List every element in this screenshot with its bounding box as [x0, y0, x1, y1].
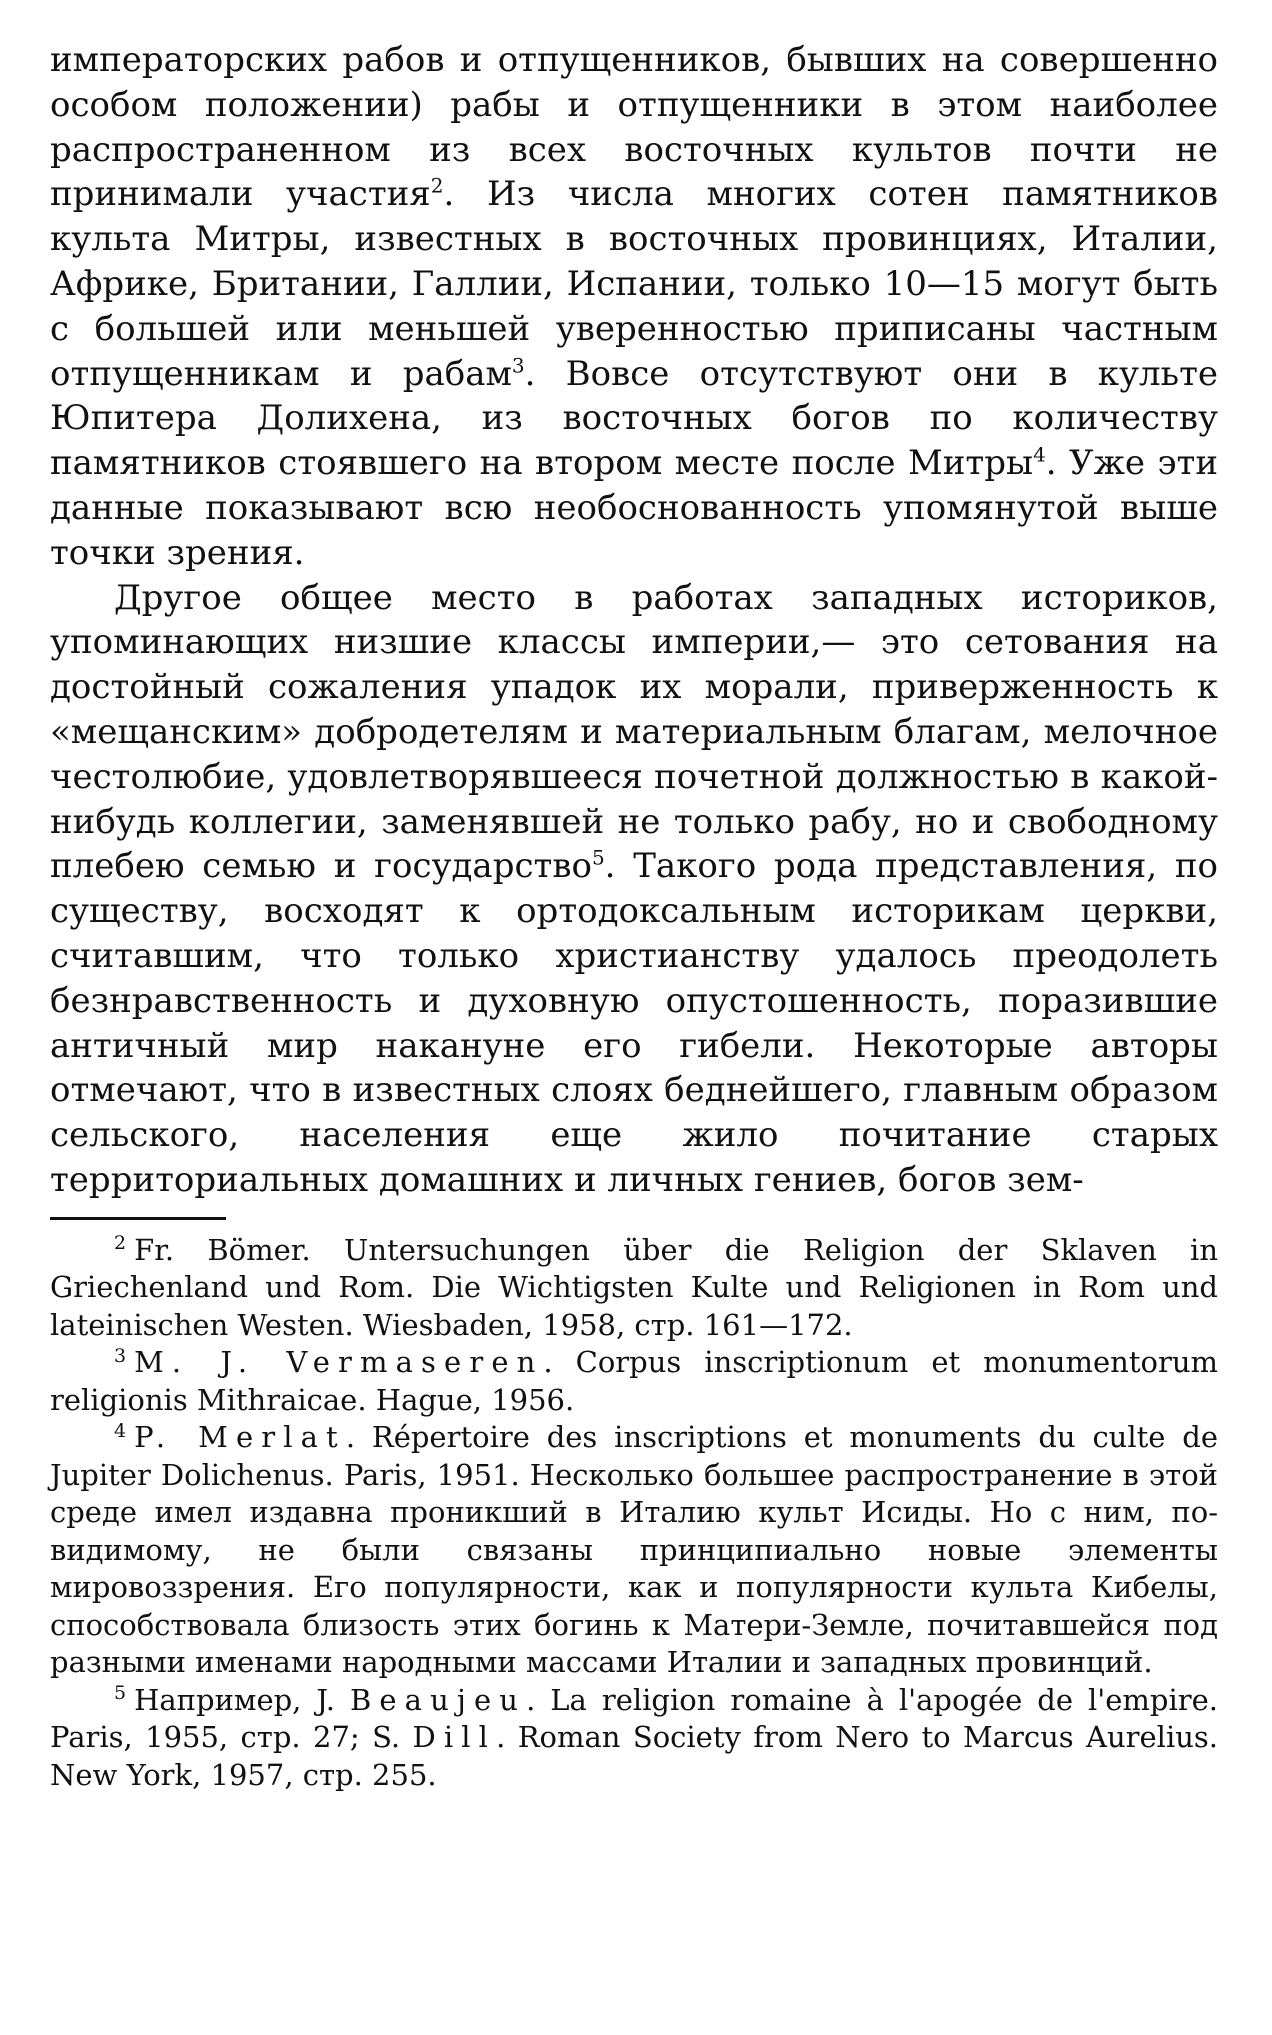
- footnote-author: P. Merlat: [134, 1420, 346, 1455]
- footnote-separator: [50, 1217, 226, 1220]
- footnote-text: . Corpus inscriptionum et monumentorum religionis Mithraicae. Hague, 1956.: [50, 1345, 1218, 1417]
- footnote-text: . Roman Society from Nero to Marcus Aurelius. New York, 1957, стр. 255.: [50, 1720, 1218, 1792]
- footnote-number: 4: [114, 1419, 127, 1442]
- footnote-reference-2[interactable]: 2: [430, 174, 444, 199]
- footnote-3: [50, 1344, 1218, 1419]
- document-page: [50, 38, 1218, 1794]
- body-paragraph-1: [50, 38, 1218, 576]
- paragraph-text: . Вовсе отсутствуют они в культе Юпитера Долихена, из восточных богов по количеству памятников стоявшего на втором месте после Митры: [50, 353, 1218, 484]
- footnote-text: . Untersuchungen über die Religion der Sklaven in Griechenland und Rom. Die Wichtigsten Kulte und Religionen in Rom und lateinischen Westen. Wiesbaden, 1958, стр. 161—172.: [50, 1232, 1218, 1342]
- footnote-reference-4[interactable]: 4: [1033, 442, 1046, 467]
- paragraph-text: императорских рабов и отпущенников, бывших на совершенно особом положении) рабы и отпущенники в этом наиболее распространенном из всех восточных культов почти не принимали участия: [50, 40, 1218, 215]
- footnote-2: [50, 1232, 1218, 1345]
- paragraph-text: . Такого рода представления, по существу, восходят к ортодоксальным историкам церкви, считавшим, что только христианству удалось преодолеть безнравственность и духовную опустошенность, поразившие античный мир накануне его гибели. Некоторые авторы отмечают, что в известных слоях беднейшего, главным образом сельского, населения еще жило почитание старых территориальных домашних и личных гениев, богов зем-: [50, 846, 1218, 1200]
- footnote-5: [50, 1682, 1218, 1795]
- footnote-text: . Répertoire des inscriptions et monuments du culte de Jupiter Dolichenus. Paris, 1951. Несколько большее распространение в этой среде имел издавна проникший в Италию культ Исиды. Но с ним, по-видимому, не были связаны принципиально новые элементы мировоззрения. Его популярности, как и популярности культа Кибелы, способствовала близость этих богинь к Матери-Земле, почитавшейся под разными именами народными массами Италии и западных провинций.: [50, 1420, 1219, 1680]
- footnote-number: 3: [114, 1344, 127, 1367]
- footnote-prefix: Например, J.: [134, 1682, 350, 1717]
- footnote-author: Beaujeu: [349, 1682, 527, 1717]
- footnote-4: [50, 1419, 1218, 1682]
- footnote-number: 5: [114, 1682, 127, 1705]
- footnote-text: . La religion romaine à l'apogée de l'empire. Paris, 1955, стр. 27; S.: [50, 1682, 1218, 1755]
- footnotes: [50, 1232, 1218, 1795]
- footnote-reference-5[interactable]: 5: [591, 846, 605, 871]
- footnote-reference-3[interactable]: 3: [511, 353, 525, 378]
- paragraph-text: . Из числа многих сотен памятников культа Митры, известных в восточных провинциях, Италии, Африке, Британии, Галлии, Испании, только 10—15 могут быть с большей или меньшей уверенностью приписаны частным отпущенникам и рабам: [50, 174, 1218, 394]
- paragraph-text: Другое общее место в работах западных историков, упоминающих низшие классы империи,— это сетования на достойный сожаления упадок их морали, приверженность к «мещанским» добродетелям и материальным благам, мелочное честолюбие, удовлетворявшееся почетной должностью в какой-нибудь коллегии, заменявшей не только рабу, но и свободному плебею семью и государство: [50, 577, 1218, 887]
- footnote-author: Fr. Bömer: [134, 1232, 302, 1267]
- footnote-number: 2: [114, 1232, 127, 1255]
- footnote-author: M. J. Vermaseren: [134, 1345, 544, 1380]
- footnote-author-2: Dill: [412, 1720, 497, 1755]
- paragraph-text: . Уже эти данные показывают всю необоснованность упомянутой выше точки зрения.: [50, 443, 1218, 573]
- body-paragraph-2: [50, 576, 1218, 1203]
